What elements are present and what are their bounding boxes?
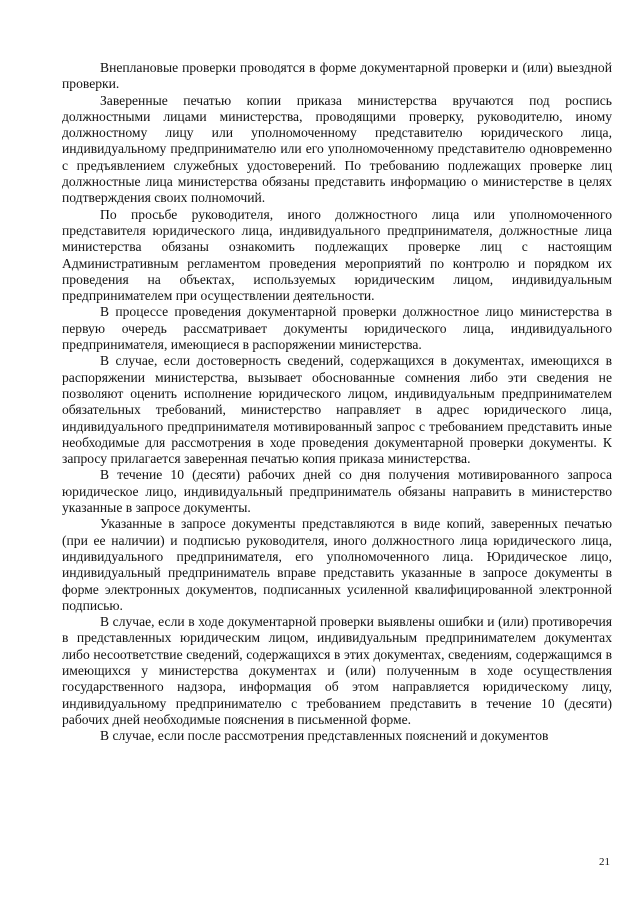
paragraph: В процессе проведения документарной проверки должностное лицо министерства в первую очередь рассматривает документы юридического лица, индивидуального предпринимателя, имеющиеся в распоряжении министерства. [62,304,612,353]
paragraph: По просьбе руководителя, иного должностного лица или уполномоченного представителя юридического лица, индивидуального предпринимателя, должностные лица министерства обязаны ознакомить подлежащих проверке лиц с настоящим Административным регламентом проведения мероприятий по контролю и порядком их проведения на объектах, используемых юридическим лицом, индивидуальным предпринимателем при осуществлении деятельности. [62,206,612,304]
paragraph: В случае, если в ходе документарной проверки выявлены ошибки и (или) противоречия в представленных юридическим лицом, индивидуальным предпринимателем документах либо несоответствие сведений, содержащихся в этих документах, сведениям, содержащимся в имеющихся у министерства документах и (или) полученным в ходе осуществления государственного надзора, информация об этом направляется юридическому лицу, индивидуальному предпринимателю с требованием представить в течение 10 (десяти) рабочих дней необходимые пояснения в письменной форме. [62,614,612,727]
paragraph: В течение 10 (десяти) рабочих дней со дня получения мотивированного запроса юридическое лицо, индивидуальный предприниматель обязаны направить в министерство указанные в запросе документы. [62,467,612,516]
page-number: 21 [599,856,610,868]
paragraph: Указанные в запросе документы представляются в виде копий, заверенных печатью (при ее наличии) и подписью руководителя, иного должностного лица юридического лица, индивидуального предпринимателя, его уполномоченного лица. Юридическое лицо, индивидуальный предприниматель вправе представить указанные в запросе документы в форме электронных документов, подписанных усиленной квалифицированной электронной подписью. [62,516,612,613]
document-body [62,60,612,744]
paragraph: В случае, если достоверность сведений, содержащихся в документах, имеющихся в распоряжении министерства, вызывает обоснованные сомнения либо эти сведения не позволяют оценить исполнение юридического лицом, индивидуальным предпринимателем обязательных требований, министерство направляет в адрес юридического лица, индивидуального предпринимателя мотивированный запрос с требованием представить иные необходимые для рассмотрения в ходе проведения документарной проверки документы. К запросу прилагается заверенная печатью копия приказа министерства. [62,353,612,467]
paragraph: Внеплановые проверки проводятся в форме документарной проверки и (или) выездной проверки. [62,60,612,92]
paragraph: В случае, если после рассмотрения представленных пояснений и документов [100,728,549,744]
paragraph: Заверенные печатью копии приказа министерства вручаются под роспись должностными лицами министерства, проводящими проверку, руководителю, иному должностному лицу или уполномоченному представителю юридического лица, индивидуальному предпринимателю или его уполномоченному представителю одновременно с предъявлением служебных удостоверений. По требованию подлежащих проверке лиц должностные лица министерства обязаны представить информацию о министерстве в целях подтверждения своих полномочий. [62,92,612,206]
